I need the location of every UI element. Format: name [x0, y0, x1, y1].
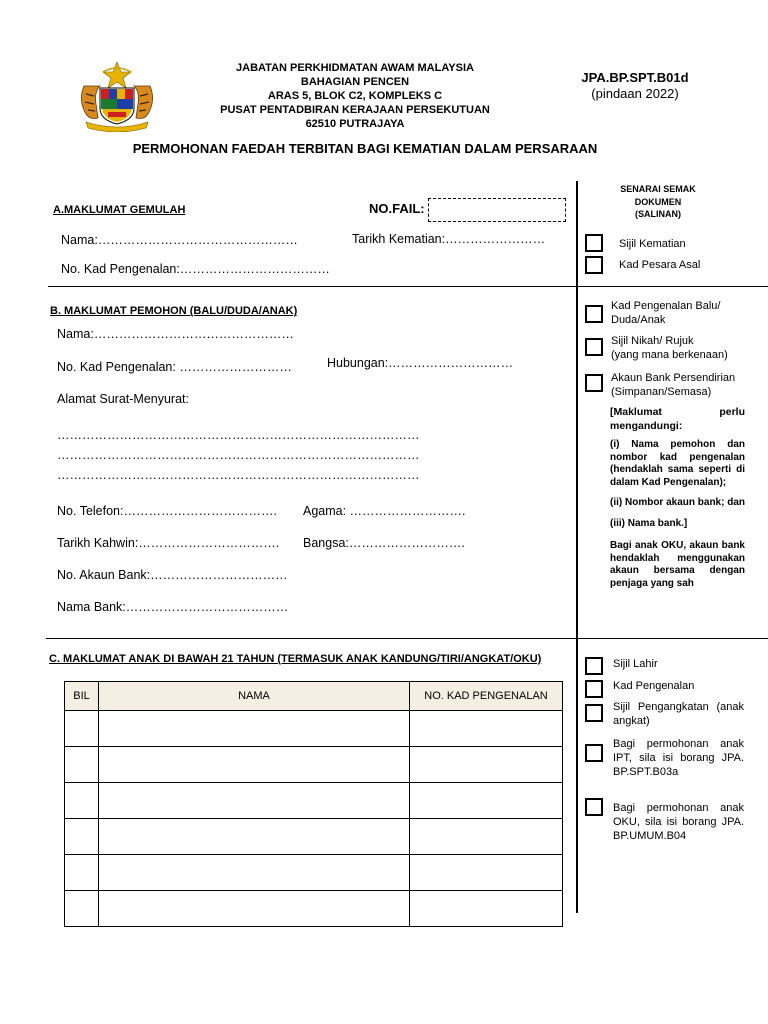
table-row — [65, 855, 563, 891]
table-row — [65, 891, 563, 927]
column-header-nama: NAMA — [99, 682, 410, 711]
file-number-field[interactable] — [428, 198, 566, 222]
note-item-ii: (ii) Nombor akaun bank; dan — [610, 497, 746, 508]
checklist-child-ic: Kad Pengenalan — [613, 680, 695, 692]
deceased-name-field[interactable]: Nama:………………………………………… — [61, 233, 298, 247]
address-line-field-2[interactable]: …………………………………………………………………………… — [57, 448, 420, 462]
bank-info-note — [610, 406, 745, 590]
table-header-row — [65, 682, 563, 711]
checkbox-child-ic[interactable] — [585, 680, 603, 698]
cell-ic[interactable] — [410, 747, 563, 783]
checkbox-applicant-ic[interactable] — [585, 305, 603, 323]
table-row — [65, 711, 563, 747]
cell-bil[interactable] — [65, 711, 99, 747]
cell-bil[interactable] — [65, 891, 99, 927]
address-line-2: PUSAT PENTADBIRAN KERAJAAN PERSEKUTUAN — [220, 104, 490, 116]
applicant-name-field[interactable]: Nama:………………………………………… — [57, 327, 294, 341]
address-label: Alamat Surat-Menyurat: — [57, 392, 189, 406]
cell-nama[interactable] — [99, 819, 410, 855]
address-line-field-1[interactable]: …………………………………………………………………………… — [57, 428, 420, 442]
bank-account-field[interactable]: No. Akaun Bank:…………………………… — [57, 568, 288, 582]
section-a-divider — [48, 286, 768, 287]
race-field[interactable]: Bangsa:………………………. — [303, 536, 465, 550]
form-code: JPA.BP.SPT.B01d — [581, 70, 689, 85]
date-of-death-field[interactable]: Tarikh Kematian:…………………… — [352, 232, 546, 246]
checklist-heading-1: SENARAI SEMAK — [620, 184, 696, 194]
checkbox-death-certificate[interactable] — [585, 234, 603, 252]
section-b-divider — [46, 638, 768, 639]
checkbox-ipt-child[interactable] — [585, 744, 603, 762]
section-a-heading: A.MAKLUMAT GEMULAH — [53, 204, 186, 216]
column-header-ic: NO. KAD PENGENALAN — [410, 682, 563, 711]
address-line-field-3[interactable]: …………………………………………………………………………… — [57, 468, 420, 482]
table-row — [65, 783, 563, 819]
note-item-i: (i) Nama pemohon dan nombor kad pengenalan (hendaklah sama seperti di dalam Kad Pengenalan); — [610, 439, 745, 488]
deceased-ic-field[interactable]: No. Kad Pengenalan:……………………………… — [61, 262, 330, 276]
table-row — [65, 819, 563, 855]
cell-ic[interactable] — [410, 711, 563, 747]
cell-bil[interactable] — [65, 783, 99, 819]
checklist-adoption-certificate: Sijil Pengangkatan (anak angkat) — [613, 701, 744, 727]
section-b-heading: B. MAKLUMAT PEMOHON (BALU/DUDA/ANAK) — [50, 305, 298, 317]
checklist-applicant-ic: Kad Pengenalan Balu/ Duda/Anak — [611, 300, 721, 326]
checklist-heading-2: DOKUMEN — [634, 196, 682, 207]
checklist-marriage-certificate: Sijil Nikah/ Rujuk (yang mana berkenaan) — [611, 335, 728, 361]
agency-name: JABATAN PERKHIDMATAN AWAM MALAYSIA — [236, 62, 474, 74]
cell-ic[interactable] — [410, 891, 563, 927]
applicant-ic-field[interactable]: No. Kad Pengenalan: ……………………… — [57, 360, 292, 374]
checkbox-bank-account[interactable] — [585, 374, 603, 392]
phone-field[interactable]: No. Telefon:………………………………. — [57, 504, 277, 518]
checkbox-birth-certificate[interactable] — [585, 657, 603, 675]
cell-nama[interactable] — [99, 855, 410, 891]
note-oku: Bagi anak OKU, akaun bank hendaklah menggunakan akaun bersama dengan penjaga yang sah — [610, 540, 745, 589]
bank-name-field[interactable]: Nama Bank:………………………………… — [57, 600, 289, 614]
section-c-heading: C. MAKLUMAT ANAK DI BAWAH 21 TAHUN (TERMASUK ANAK KANDUNG/TIRI/ANGKAT/OKU) — [49, 653, 542, 665]
checklist-heading-3: (SALINAN) — [635, 209, 681, 219]
cell-nama[interactable] — [99, 711, 410, 747]
checkbox-oku-child[interactable] — [585, 798, 603, 816]
note-intro: [Maklumat perlu mengandungi: — [610, 406, 745, 432]
religion-field[interactable]: Agama: ………………………. — [303, 504, 466, 518]
file-number-label: NO.FAIL: — [369, 201, 425, 216]
checklist-ipt-child: Bagi permohonan anak IPT, sila isi borang JPA. BP.SPT.B03a — [613, 738, 744, 778]
address-line-1: ARAS 5, BLOK C2, KOMPLEKS C — [267, 90, 443, 102]
checkbox-adoption-certificate[interactable] — [585, 704, 603, 722]
address-line-3: 62510 PUTRAJAYA — [305, 118, 405, 130]
cell-bil[interactable] — [65, 819, 99, 855]
cell-nama[interactable] — [99, 783, 410, 819]
table-row — [65, 747, 563, 783]
note-item-iii: (iii) Nama bank.] — [610, 517, 688, 529]
form-revision: (pindaan 2022) — [591, 86, 679, 101]
checklist-birth-certificate: Sijil Lahir — [613, 658, 658, 670]
cell-ic[interactable] — [410, 855, 563, 891]
cell-bil[interactable] — [65, 747, 99, 783]
marriage-date-field[interactable]: Tarikh Kahwin:……………………………. — [57, 536, 280, 550]
checklist-oku-child: Bagi permohonan anak OKU, sila isi borang JPA. BP.UMUM.B04 — [613, 802, 744, 842]
column-divider — [576, 181, 578, 913]
checklist-bank-account: Akaun Bank Persendirian (Simpanan/Semasa) — [611, 372, 736, 398]
cell-ic[interactable] — [410, 819, 563, 855]
children-table — [64, 681, 563, 927]
checklist-death-certificate: Sijil Kematian — [619, 238, 686, 250]
form-title: PERMOHONAN FAEDAH TERBITAN BAGI KEMATIAN DALAM PERSARAAN — [132, 141, 598, 156]
checklist-pensioner-card: Kad Pesara Asal — [619, 259, 701, 271]
cell-nama[interactable] — [99, 891, 410, 927]
cell-ic[interactable] — [410, 783, 563, 819]
relationship-field[interactable]: Hubungan:………………………… — [327, 356, 514, 370]
cell-bil[interactable] — [65, 855, 99, 891]
checkbox-marriage-certificate[interactable] — [585, 338, 603, 356]
division-name: BAHAGIAN PENCEN — [300, 76, 410, 88]
checkbox-pensioner-card[interactable] — [585, 256, 603, 274]
cell-nama[interactable] — [99, 747, 410, 783]
column-header-bil: BIL — [65, 682, 99, 711]
